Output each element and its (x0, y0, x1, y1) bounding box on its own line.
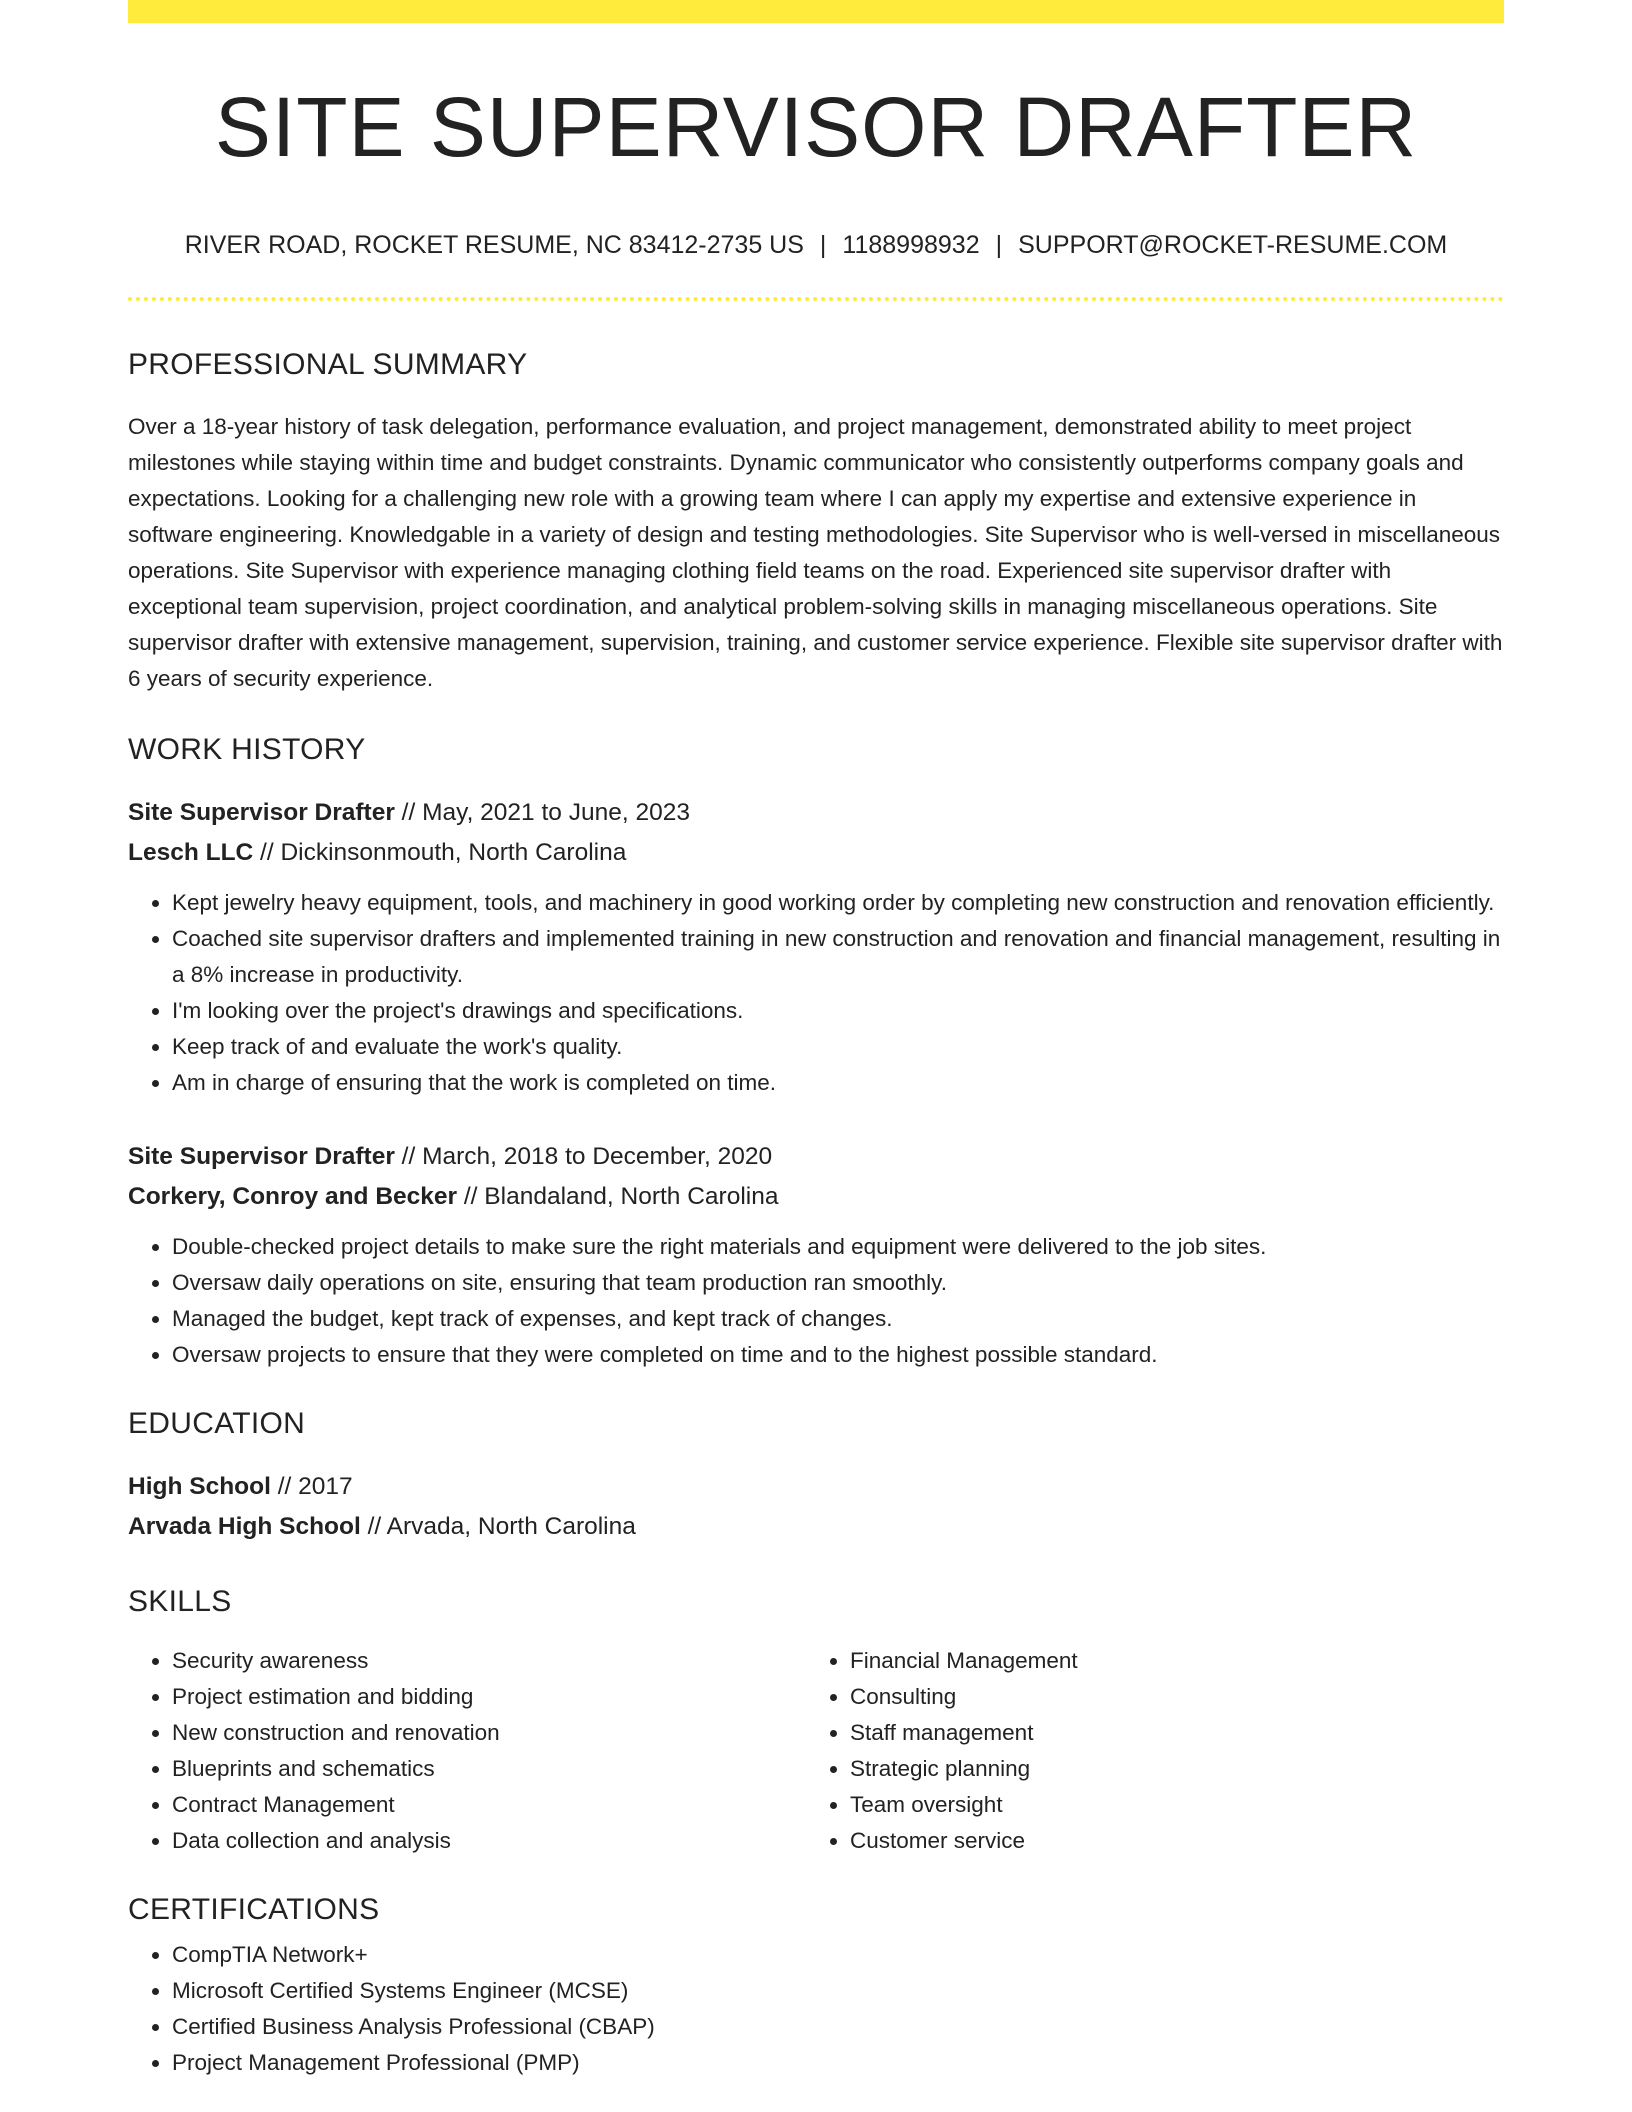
education-year: // 2017 (270, 1473, 353, 1500)
accent-top-bar (128, 0, 1504, 23)
job-entry (128, 793, 1504, 1101)
education-school: Arvada High School (128, 1513, 361, 1540)
skills-column-left (128, 1643, 806, 1859)
job-entry (128, 1137, 1504, 1373)
job-location: // Dickinsonmouth, North Carolina (253, 839, 627, 866)
list-item: • Strategic planning (850, 1751, 1484, 1787)
list-item: • Managed the budget, kept track of expenses, and kept track of changes. (172, 1301, 1504, 1337)
job-role: Site Supervisor Drafter (128, 799, 395, 826)
list-item: • Contract Management (172, 1787, 806, 1823)
list-item: • Blueprints and schematics (172, 1751, 806, 1787)
education-degree: High School (128, 1473, 271, 1500)
job-dates: // March, 2018 to December, 2020 (394, 1143, 773, 1170)
list-item: • Data collection and analysis (172, 1823, 806, 1859)
skills-heading: SKILLS (128, 1585, 232, 1618)
summary-heading: PROFESSIONAL SUMMARY (128, 348, 528, 381)
resume-page (128, 0, 1504, 2081)
list-item: • I'm looking over the project's drawings and specifications. (172, 993, 1504, 1029)
education-degree-line (128, 1467, 1504, 1507)
job-company-line (128, 1177, 1504, 1217)
job-dates: // May, 2021 to June, 2023 (394, 799, 690, 826)
list-item: • Team oversight (850, 1787, 1484, 1823)
dotted-divider (128, 297, 1504, 301)
list-item: • Oversaw projects to ensure that they were completed on time and to the highest possible standard. (172, 1337, 1504, 1373)
job-company-line (128, 833, 1504, 873)
job-role-line (128, 793, 1504, 833)
certifications-list (128, 1937, 1504, 2081)
job-company: Corkery, Conroy and Becker (128, 1183, 458, 1210)
contact-email: SUPPORT@ROCKET-RESUME.COM (1018, 231, 1448, 259)
contact-address: RIVER ROAD, ROCKET RESUME, NC 83412-2735 US (184, 231, 804, 259)
list-item: • Coached site supervisor drafters and implemented training in new construction and renovation and financial management, resulting in a 8% increase in productivity. (172, 921, 1504, 993)
list-item: • Consulting (850, 1679, 1484, 1715)
contact-separator: | (819, 231, 827, 259)
work-history-heading: WORK HISTORY (128, 733, 366, 766)
list-item: • Security awareness (172, 1643, 806, 1679)
job-bullets (128, 885, 1504, 1101)
list-item: • Kept jewelry heavy equipment, tools, and machinery in good working order by completing new construction and renovation efficiently. (172, 885, 1504, 921)
education-heading: EDUCATION (128, 1407, 306, 1440)
certifications-heading: CERTIFICATIONS (128, 1893, 380, 1926)
summary-text: Over a 18-year history of task delegation, performance evaluation, and project management, demonstrated ability to meet project milestones while staying within time and budget constraints. Dynamic communicator who consistently outperforms company goals and expectations. Looking for a challenging new role with a growing team where I can apply my expertise and extensive experience in software engineering. Knowledgable in a variety of design and testing methodologies. Site Supervisor who is well-versed in miscellaneous operations. Site Supervisor with experience managing clothing field teams on the road. Experienced site supervisor drafter with exceptional team supervision, project coordination, and analytical problem-solving skills in managing miscellaneous operations. Site supervisor drafter with extensive management, supervision, training, and customer service experience. Flexible site supervisor drafter with 6 years of security experience. (128, 414, 1503, 691)
list-item: • CompTIA Network+ (172, 1937, 1504, 1973)
list-item: • Keep track of and evaluate the work's quality. (172, 1029, 1504, 1065)
list-item: • New construction and renovation (172, 1715, 806, 1751)
job-bullets (128, 1229, 1504, 1373)
list-item: • Customer service (850, 1823, 1484, 1859)
contact-line (128, 233, 1504, 258)
list-item: • Project estimation and bidding (172, 1679, 806, 1715)
list-item: • Am in charge of ensuring that the work is completed on time. (172, 1065, 1504, 1101)
contact-phone: 1188998932 (842, 231, 980, 259)
list-item: • Oversaw daily operations on site, ensuring that team production ran smoothly. (172, 1265, 1504, 1301)
job-role-line (128, 1137, 1504, 1177)
education-location: // Arvada, North Carolina (360, 1513, 636, 1540)
job-role: Site Supervisor Drafter (128, 1143, 395, 1170)
list-item: • Double-checked project details to make sure the right materials and equipment were delivered to the job sites. (172, 1229, 1504, 1265)
education-entry (128, 1467, 1504, 1547)
job-company: Lesch LLC (128, 839, 254, 866)
list-item: • Project Management Professional (PMP) (172, 2045, 1504, 2081)
candidate-name: SITE SUPERVISOR DRAFTER (214, 80, 1418, 174)
education-school-line (128, 1507, 1504, 1547)
skills-column-right (806, 1643, 1484, 1859)
list-item: • Certified Business Analysis Professional (CBAP) (172, 2009, 1504, 2045)
list-item: • Staff management (850, 1715, 1484, 1751)
skills-grid (128, 1643, 1504, 1859)
job-location: // Blandaland, North Carolina (457, 1183, 779, 1210)
list-item: • Financial Management (850, 1643, 1484, 1679)
list-item: • Microsoft Certified Systems Engineer (MCSE) (172, 1973, 1504, 2009)
contact-separator: | (995, 231, 1003, 259)
